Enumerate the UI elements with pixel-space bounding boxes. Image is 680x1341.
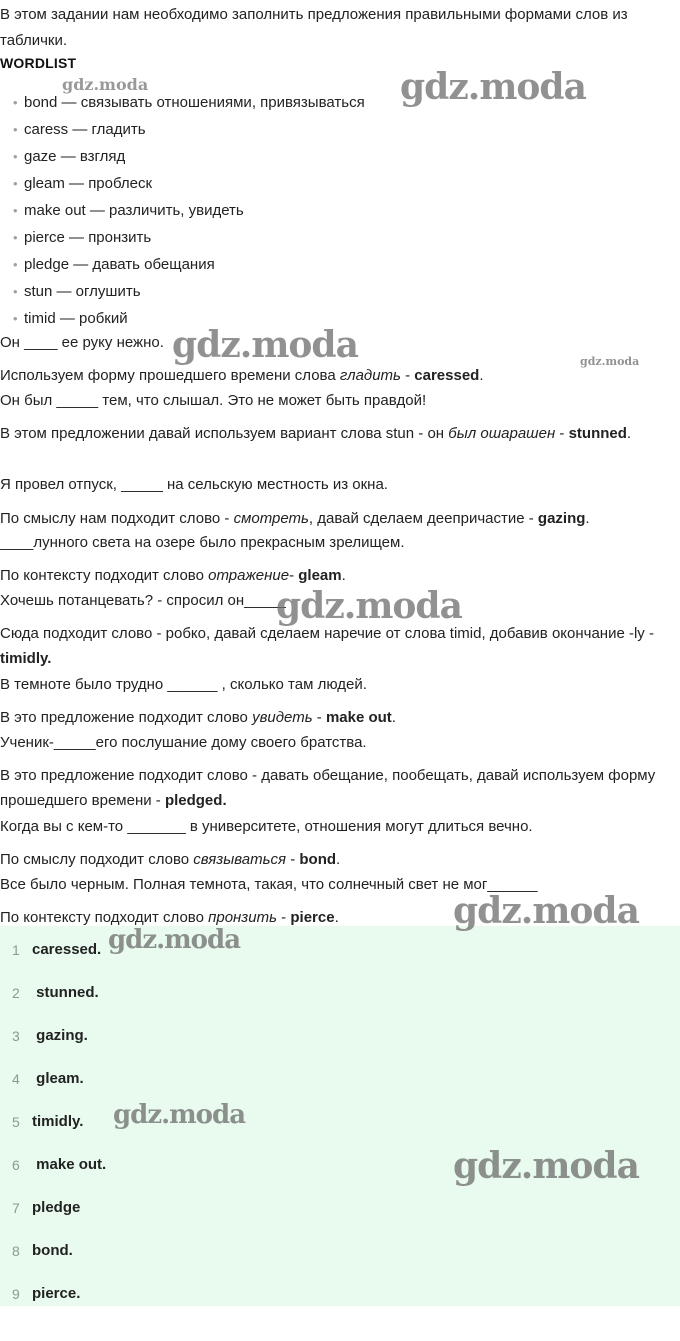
watermark: gdz.moda <box>113 1100 246 1130</box>
watermark: gdz.moda <box>580 355 640 368</box>
explanation-text: . <box>585 510 590 527</box>
answer-number: 7 <box>12 1200 20 1216</box>
question-sentence: Ученик-_____его послушание дому своего братства. <box>0 734 367 751</box>
wordlist-item-text: pledge — давать обещания <box>24 256 215 273</box>
answer-word: stunned <box>568 425 627 442</box>
answer-text: gleam. <box>32 1070 84 1087</box>
answer-word: make out <box>325 709 392 726</box>
meaning-hint: пронзить <box>208 909 278 926</box>
watermark: gdz.moda <box>108 925 241 955</box>
wordlist-item-text: stun — оглушить <box>24 283 141 300</box>
answer-word: caressed <box>414 367 480 384</box>
explanation-text: . <box>334 909 339 926</box>
wordlist-item-text: gleam — проблеск <box>24 175 153 192</box>
answer-explanation <box>0 363 680 388</box>
answer-text: timidly. <box>32 1113 84 1130</box>
answer-number: 4 <box>12 1071 20 1087</box>
meaning-hint: увидеть <box>252 709 313 726</box>
explanation-text: - <box>312 709 326 726</box>
answer-number: 2 <box>12 985 20 1001</box>
wordlist-item-text: make out — различить, увидеть <box>24 202 244 219</box>
wordlist-item-text: bond — связывать отношениями, привязываться <box>24 94 365 111</box>
answer-number: 9 <box>12 1286 20 1302</box>
answer-row <box>0 1190 680 1233</box>
answer-explanation <box>0 621 680 671</box>
answers-panel <box>0 926 680 1306</box>
explanation-text: . <box>391 709 396 726</box>
bullet-icon: • <box>13 176 18 191</box>
explanation-text: Сюда подходит слово - робко, давай сделаем наречие от слова timid, добавив окончание -ly - <box>0 625 654 642</box>
answer-word: gazing <box>537 510 586 527</box>
explanation-text: По смыслу нам подходит слово - <box>0 510 234 527</box>
watermark: gdz.moda <box>62 75 149 94</box>
answer-text: gazing. <box>32 1027 88 1044</box>
answer-number: 1 <box>12 942 20 958</box>
answer-text: bond. <box>32 1242 73 1259</box>
question-sentence: Когда вы с кем-то _______ в университете, отношения могут длиться вечно. <box>0 818 533 835</box>
explanation-text: - <box>400 367 415 384</box>
meaning-hint: был ошарашен <box>448 425 556 442</box>
answer-word: gleam <box>298 567 342 584</box>
explanation-text: - <box>555 425 569 442</box>
answer-word: timidly. <box>0 650 52 667</box>
answer-row <box>0 1018 680 1061</box>
explanation-text: . <box>341 567 346 584</box>
answer-text: make out. <box>32 1156 107 1173</box>
answer-number: 5 <box>12 1114 20 1130</box>
answer-number: 3 <box>12 1028 20 1044</box>
answer-row <box>0 1276 680 1319</box>
question-sentence: ____лунного света на озере было прекрасным зрелищем. <box>0 534 405 551</box>
answer-row <box>0 932 680 975</box>
meaning-hint: гладить <box>339 367 401 384</box>
explanation-text: По контексту подходит слово <box>0 909 209 926</box>
intro-text: В этом задании нам необходимо заполнить предложения правильными формами слов из таблички. <box>0 6 628 49</box>
answer-text: caressed. <box>32 941 102 958</box>
explanation-text: По контексту подходит слово <box>0 567 209 584</box>
question-sentence: Все было черным. Полная темнота, такая, что солнечный свет не мог______ <box>0 876 538 893</box>
bullet-icon: • <box>13 284 18 299</box>
watermark: gdz.moda <box>453 1145 639 1187</box>
answer-explanation <box>0 847 680 872</box>
explanation-text: . <box>479 367 484 384</box>
explanation-text: - <box>289 567 299 584</box>
explanation-text: Используем форму прошедшего времени слова <box>0 367 340 384</box>
answer-row <box>0 1233 680 1276</box>
wordlist-item-text: gaze — взгляд <box>24 148 126 165</box>
bullet-icon: • <box>13 311 18 326</box>
answer-explanation <box>0 421 680 446</box>
question-sentence: Он ____ ее руку нежно. <box>0 334 164 351</box>
bullet-icon: • <box>13 122 18 137</box>
answer-explanation <box>0 506 680 531</box>
question-sentence: В темноте было трудно ______ , сколько там людей. <box>0 676 367 693</box>
explanation-text: . <box>336 851 341 868</box>
wordlist-title: WORDLIST <box>0 55 77 71</box>
bullet-icon: • <box>13 95 18 110</box>
explanation-text: В этом предложении давай используем вариант слова stun - он <box>0 425 449 442</box>
answer-text: pledge <box>32 1199 81 1216</box>
answer-word: pierce <box>290 909 335 926</box>
explanation-text: , давай сделаем деепричастие - <box>308 510 538 527</box>
answer-explanation <box>0 763 680 813</box>
answer-number: 6 <box>12 1157 20 1173</box>
explanation-text: - <box>277 909 291 926</box>
wordlist-item-text: timid — робкий <box>24 310 128 327</box>
watermark: gdz.moda <box>276 585 462 627</box>
bullet-icon: • <box>13 230 18 245</box>
meaning-hint: смотреть <box>233 510 309 527</box>
bullet-icon: • <box>13 149 18 164</box>
explanation-text: В это предложение подходит слово - давать обещание, пообещать, давай используем форму прошедшего времени - <box>0 767 656 809</box>
meaning-hint: связываться <box>193 851 287 868</box>
meaning-hint: отражение <box>208 567 290 584</box>
answer-row <box>0 1061 680 1104</box>
answer-number: 8 <box>12 1243 20 1259</box>
answer-text: pierce. <box>32 1285 81 1302</box>
answer-row <box>0 1104 680 1147</box>
question-sentence: Он был _____ тем, что слышал. Это не может быть правдой! <box>0 392 427 409</box>
watermark: gdz.moda <box>400 66 586 108</box>
watermark: gdz.moda <box>453 890 639 932</box>
answer-word: pledged. <box>164 792 227 809</box>
explanation-text: В это предложение подходит слово <box>0 709 253 726</box>
answer-text: stunned. <box>32 984 99 1001</box>
explanation-text: По смыслу подходит слово <box>0 851 194 868</box>
explanation-text: . <box>626 425 632 442</box>
wordlist-item-text: caress — гладить <box>24 121 146 138</box>
bullet-icon: • <box>13 203 18 218</box>
explanation-text: - <box>286 851 300 868</box>
answer-explanation <box>0 705 680 730</box>
watermark: gdz.moda <box>172 324 358 366</box>
question-sentence: Хочешь потанцевать? - спросил он_____ <box>0 592 286 609</box>
answer-row <box>0 975 680 1018</box>
wordlist-item-text: pierce — пронзить <box>24 229 152 246</box>
answer-word: bond <box>299 851 337 868</box>
question-sentence: Я провел отпуск, _____ на сельскую местность из окна. <box>0 476 388 493</box>
bullet-icon: • <box>13 257 18 272</box>
